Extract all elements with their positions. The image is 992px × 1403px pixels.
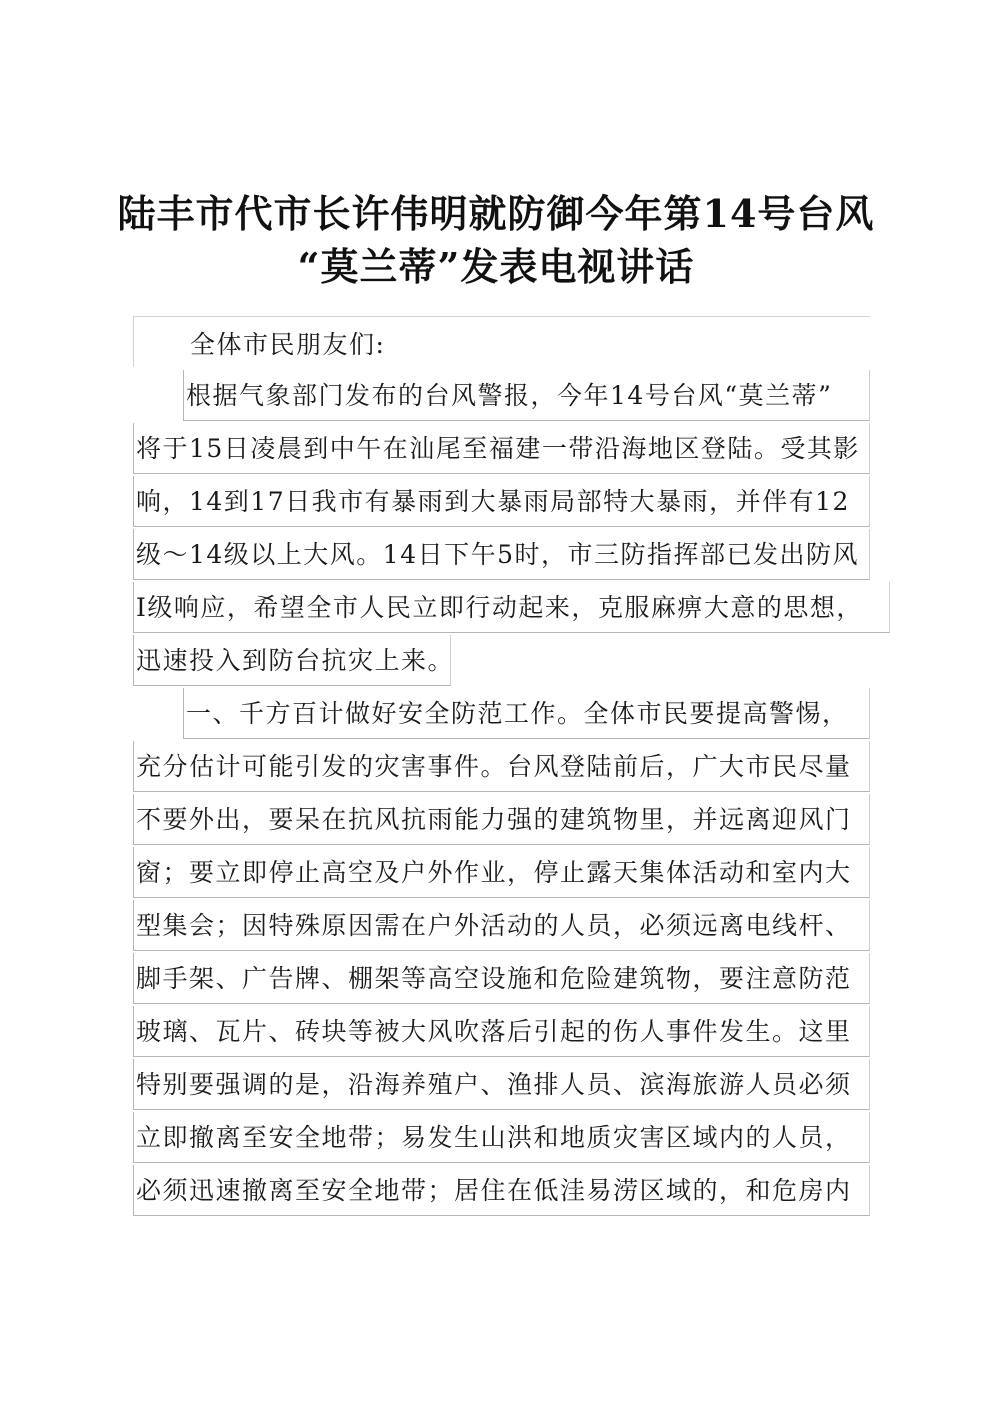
paragraph-2-line: 玻璃、瓦片、砖块等被大风吹落后引起的伤人事件发生。这里 <box>133 1006 870 1057</box>
paragraph-2-line: 立即撤离至安全地带；易发生山洪和地质灾害区域内的人员， <box>133 1112 870 1163</box>
paragraph-1-line: 根据气象部门发布的台风警报，今年14号台风“莫兰蒂” <box>183 370 870 421</box>
paragraph-1-line: 级～14级以上大风。14日下午5时，市三防指挥部已发出防风 <box>133 529 870 580</box>
paragraph-2-line: 特别要强调的是，沿海养殖户、渔排人员、滨海旅游人员必须 <box>133 1059 870 1110</box>
paragraph-2-line: 窗；要立即停止高空及户外作业，停止露天集体活动和室内大 <box>133 847 870 898</box>
document-title-line-1: 陆丰市代市长许伟明就防御今年第14号台风 <box>117 191 875 236</box>
paragraph-2-line: 充分估计可能引发的灾害事件。台风登陆前后，广大市民尽量 <box>133 741 870 792</box>
paragraph-1-line: 响，14到17日我市有暴雨到大暴雨局部特大暴雨，并伴有12 <box>133 476 870 527</box>
paragraph-2-line: 不要外出，要呆在抗风抗雨能力强的建筑物里，并远离迎风门 <box>133 794 870 845</box>
paragraph-1-line: 迅速投入到防台抗灾上来。 <box>133 635 451 686</box>
paragraph-2-line: 必须迅速撤离至安全地带；居住在低洼易涝区域的，和危房内 <box>133 1165 870 1216</box>
paragraph-2-line: 一、千方百计做好安全防范工作。全体市民要提高警惕， <box>183 688 870 739</box>
paragraph-1-line: 将于15日凌晨到中午在汕尾至福建一带沿海地区登陆。受其影 <box>133 423 870 474</box>
greeting: 全体市民朋友们: <box>190 330 386 359</box>
paragraph-2-line: 脚手架、广告牌、棚架等高空设施和危险建筑物，要注意防范 <box>133 953 870 1004</box>
document-title-line-2: “莫兰蒂”发表电视讲话 <box>297 244 695 289</box>
paragraph-1-line: Ⅰ级响应，希望全市人民立即行动起来，克服麻痹大意的思想， <box>133 582 890 633</box>
paragraph-2-line: 型集会；因特殊原因需在户外活动的人员，必须远离电线杆、 <box>133 900 870 951</box>
